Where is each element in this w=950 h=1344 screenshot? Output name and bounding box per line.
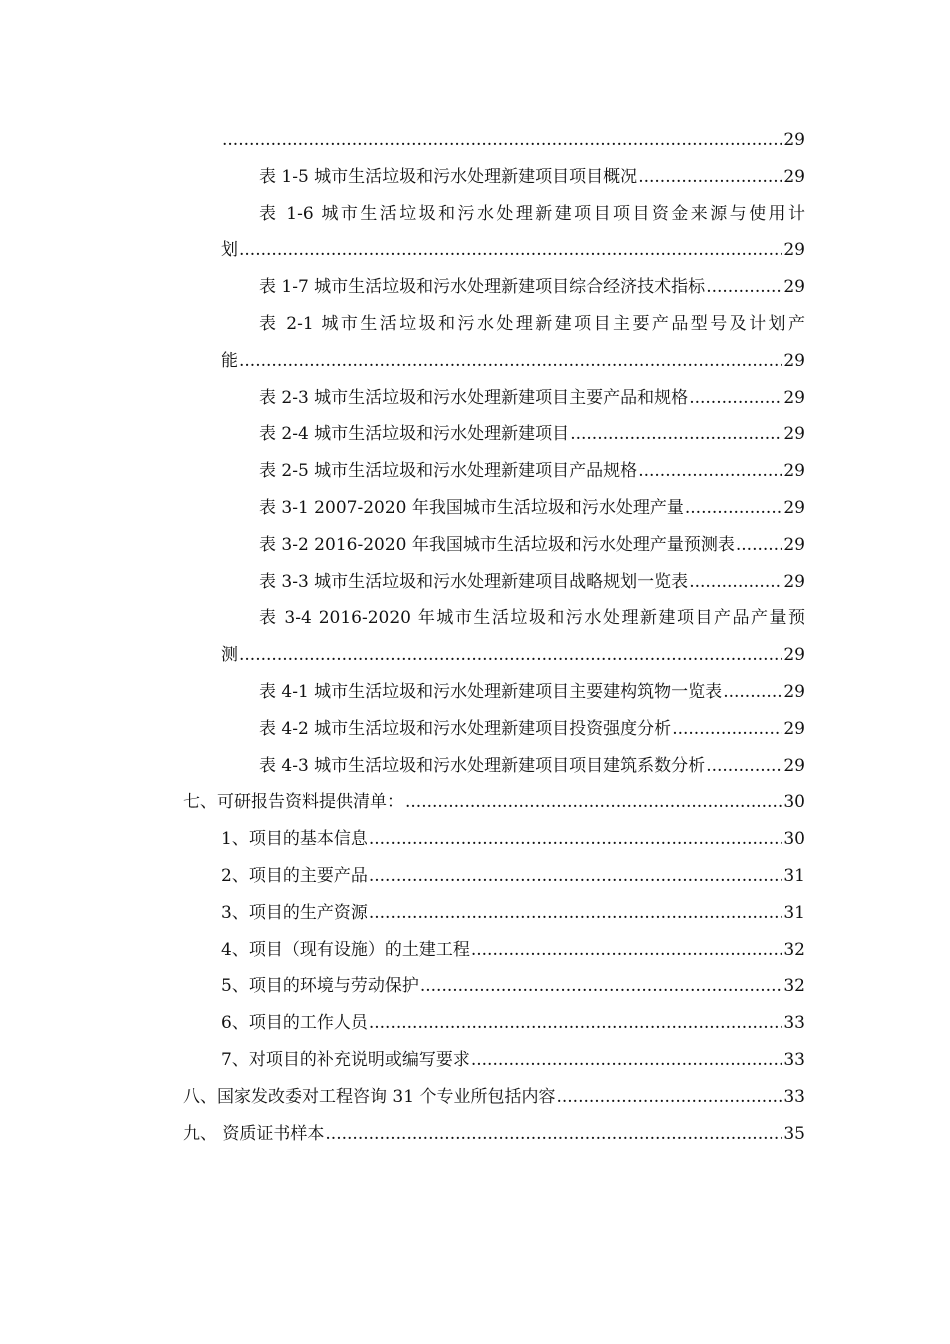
- toc-entry[interactable]: [259, 159, 805, 196]
- toc-entry[interactable]: [259, 527, 805, 564]
- dot-leader: [672, 711, 782, 748]
- toc-entry[interactable]: [259, 416, 805, 453]
- toc-entry[interactable]: [221, 821, 805, 858]
- dot-leader: [723, 674, 782, 711]
- dot-leader: [689, 564, 782, 601]
- toc-entry-label: 表 2-4 城市生活垃圾和污水处理新建项目: [259, 424, 570, 445]
- dot-leader: [706, 269, 782, 306]
- toc-row: [0, 453, 950, 490]
- toc-entry[interactable]: [259, 674, 805, 711]
- dot-leader: [369, 1005, 783, 1042]
- toc-entry[interactable]: [259, 453, 805, 490]
- toc-entry-label: 七、可研报告资料提供清单：: [183, 792, 404, 813]
- toc-page-number: 29: [783, 277, 805, 298]
- toc-entry-wrapped-line[interactable]: 表 2-1 城市生活垃圾和污水处理新建项目主要产品型号及计划产: [259, 313, 805, 334]
- toc-page-number: 32: [783, 939, 805, 960]
- toc-entry-label: 八、国家发改委对工程咨询 31 个专业所包括内容: [183, 1086, 556, 1107]
- toc-row: [0, 1116, 950, 1153]
- toc-row: [0, 637, 950, 674]
- toc-entry-label: 表 4-3 城市生活垃圾和污水处理新建项目项目建筑系数分析: [259, 755, 706, 776]
- dot-leader: [471, 1042, 783, 1079]
- dot-leader: [369, 858, 783, 895]
- toc-entry[interactable]: [221, 932, 805, 969]
- toc-row: [0, 159, 950, 196]
- toc-page-number: 29: [783, 681, 805, 702]
- toc-entry-label: 7、对项目的补充说明或编写要求: [221, 1049, 470, 1070]
- toc-row: [0, 858, 950, 895]
- toc-page-number: 29: [783, 571, 805, 592]
- toc-entry-label: 5、项目的环境与劳动保护: [221, 976, 419, 997]
- toc-entry-wrapped-line[interactable]: 表 3-4 2016-2020 年城市生活垃圾和污水处理新建项目产品产量预: [259, 608, 805, 629]
- toc-entry[interactable]: [259, 490, 805, 527]
- toc-entry-label: 4、项目（现有设施）的土建工程: [221, 939, 470, 960]
- toc-page-number: 29: [783, 755, 805, 776]
- toc-row: [0, 490, 950, 527]
- toc-entry-label: 3、项目的生产资源: [221, 902, 368, 923]
- toc-page-number: 29: [783, 350, 805, 371]
- toc-entry[interactable]: [259, 269, 805, 306]
- toc-entry-label: 表 2-5 城市生活垃圾和污水处理新建项目产品规格: [259, 461, 638, 482]
- toc-entry[interactable]: [221, 1042, 805, 1079]
- toc-entry-label: 2、项目的主要产品: [221, 865, 368, 886]
- toc-entry-label: 表 3-3 城市生活垃圾和污水处理新建项目战略规划一览表: [259, 571, 689, 592]
- toc-page-number: 29: [783, 240, 805, 261]
- dot-leader: [689, 380, 782, 417]
- toc-row: [0, 784, 950, 821]
- toc-page-number: 30: [783, 829, 805, 850]
- toc-row: [0, 968, 950, 1005]
- toc-page-number: 29: [783, 645, 805, 666]
- toc-page-number: 29: [783, 497, 805, 518]
- toc-page-number: 31: [783, 865, 805, 886]
- toc-entry[interactable]: [221, 232, 805, 269]
- toc-entry[interactable]: [183, 784, 805, 821]
- toc-entry-label: 测: [221, 645, 238, 666]
- toc-entry-label: 表 2-3 城市生活垃圾和污水处理新建项目主要产品和规格: [259, 387, 689, 408]
- dot-leader: [638, 159, 782, 196]
- toc-row: [0, 306, 950, 343]
- toc-page-number: 29: [783, 718, 805, 739]
- toc-entry[interactable]: [221, 637, 805, 674]
- toc-row: [0, 1042, 950, 1079]
- dot-leader: [222, 122, 782, 159]
- toc-row: [0, 232, 950, 269]
- toc-row: [0, 416, 950, 453]
- toc-entry-label: 九、 资质证书样本: [183, 1123, 325, 1144]
- dot-leader: [369, 821, 783, 858]
- toc-entry-label: 表 3-2 2016-2020 年我国城市生活垃圾和污水处理产量预测表: [259, 534, 735, 555]
- toc-entry[interactable]: [221, 895, 805, 932]
- toc-page-number: 35: [783, 1123, 805, 1144]
- toc-entry-label: 表 4-1 城市生活垃圾和污水处理新建项目主要建构筑物一览表: [259, 681, 723, 702]
- toc-page-number: 33: [783, 1086, 805, 1107]
- toc-entry[interactable]: [259, 748, 805, 785]
- toc-row: [0, 895, 950, 932]
- toc-entry[interactable]: [183, 1079, 805, 1116]
- toc-entry-label: 表 3-1 2007-2020 年我国城市生活垃圾和污水处理产量: [259, 497, 684, 518]
- toc-entry[interactable]: [221, 1005, 805, 1042]
- toc-entry-label: 6、项目的工作人员: [221, 1013, 368, 1034]
- toc-page-number: 29: [783, 387, 805, 408]
- toc-row: [0, 122, 950, 159]
- toc-page-number: 29: [783, 166, 805, 187]
- dot-leader: [325, 1116, 782, 1153]
- dot-leader: [239, 343, 782, 380]
- toc-row: [0, 748, 950, 785]
- toc-row: [0, 564, 950, 601]
- toc-page-number: 30: [783, 792, 805, 813]
- dot-leader: [239, 637, 782, 674]
- dot-leader: [405, 784, 782, 821]
- toc-row: [0, 674, 950, 711]
- toc-entry-wrapped-line[interactable]: 表 1-6 城市生活垃圾和污水处理新建项目项目资金来源与使用计: [259, 203, 805, 224]
- toc-entry-label: 能: [221, 350, 238, 371]
- toc-entry[interactable]: [221, 343, 805, 380]
- toc-entry-label: 表 1-5 城市生活垃圾和污水处理新建项目项目概况: [259, 166, 638, 187]
- toc-row: [0, 343, 950, 380]
- toc-page-number: 29: [783, 130, 805, 150]
- dot-leader: [239, 232, 782, 269]
- dot-leader: [685, 490, 783, 527]
- dot-leader: [638, 453, 782, 490]
- toc-entry[interactable]: [259, 380, 805, 417]
- toc-entry[interactable]: [221, 968, 805, 1005]
- dot-leader: [736, 527, 783, 564]
- toc-page-number: 29: [783, 534, 805, 555]
- toc-entry-label: 划: [221, 240, 238, 261]
- toc-row: [0, 821, 950, 858]
- toc-row: [0, 1005, 950, 1042]
- toc-entry-label: 1、项目的基本信息: [221, 829, 368, 850]
- toc-row: [0, 1079, 950, 1116]
- toc-entry[interactable]: [221, 122, 805, 159]
- toc-entry[interactable]: [221, 858, 805, 895]
- toc-page-number: 31: [783, 902, 805, 923]
- dot-leader: [706, 748, 782, 785]
- toc-page-number: 33: [783, 1049, 805, 1070]
- toc-row: [0, 380, 950, 417]
- toc-page-number: 32: [783, 976, 805, 997]
- toc-entry-label: 表 1-7 城市生活垃圾和污水处理新建项目综合经济技术指标: [259, 277, 706, 298]
- toc-entry[interactable]: [259, 564, 805, 601]
- toc-row: [0, 711, 950, 748]
- dot-leader: [369, 895, 783, 932]
- dot-leader: [570, 416, 782, 453]
- dot-leader: [420, 968, 783, 1005]
- toc-row: [0, 269, 950, 306]
- toc-entry[interactable]: [259, 711, 805, 748]
- dot-leader: [556, 1079, 782, 1116]
- toc-page-number: 33: [783, 1013, 805, 1034]
- toc-entry-label: 表 4-2 城市生活垃圾和污水处理新建项目投资强度分析: [259, 718, 672, 739]
- toc-row: [0, 527, 950, 564]
- toc-row: [0, 196, 950, 233]
- toc-page-number: 29: [783, 424, 805, 445]
- toc-entry[interactable]: [183, 1116, 805, 1153]
- toc-row: [0, 932, 950, 969]
- toc-row: [0, 600, 950, 637]
- toc-page-number: 29: [783, 461, 805, 482]
- table-of-contents: [0, 122, 950, 1152]
- dot-leader: [471, 932, 783, 969]
